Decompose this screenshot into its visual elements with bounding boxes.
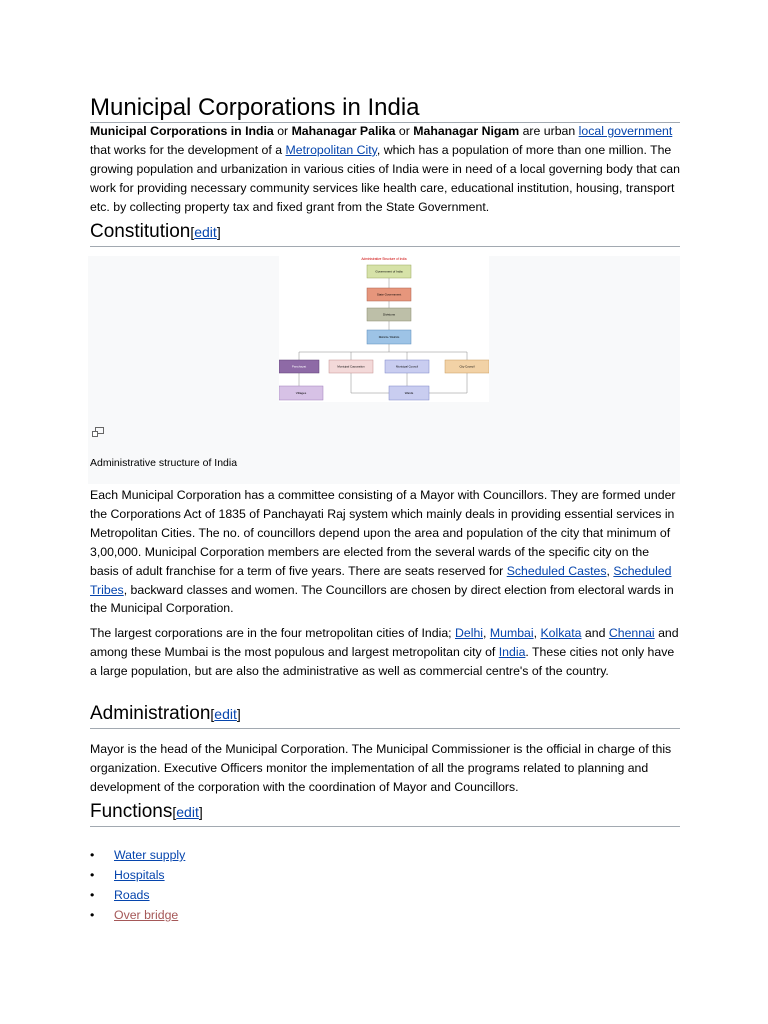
functions-list-wrap [90,845,680,925]
diagram-svg [279,256,489,402]
functions-heading-wrap [90,800,680,827]
constitution-heading [90,220,680,247]
box-wards-label: Wards [404,391,414,395]
intro-bold-3: Mahanagar Nigam [413,124,520,138]
edit-section-link: [edit] [210,706,241,722]
link-local-government[interactable]: local government [578,124,673,138]
link-scheduled-castes[interactable]: Scheduled Castes [506,563,607,578]
edit-section-link: [edit] [172,804,203,820]
administration-paragraph: Mayor is the head of the Municipal Corporation. The Municipal Commissioner is the official in charge of this organization. Executive Officers monitor the implementation of all the programs related to planning and development of the corporation with the coordination of Mayor and Councillors. [90,742,672,794]
link-hospitals[interactable]: Hospitals [114,868,165,882]
bullet: • [90,908,95,922]
intro-text: are urban [519,124,579,138]
constitution-paragraph-2 [90,624,680,681]
administration-body [90,740,680,797]
link-over-bridge[interactable]: Over bridge [114,908,179,922]
heading-text: Constitution [90,221,191,242]
para-text: , [483,626,490,640]
box-municipal-council-label: Municipal Council [396,364,418,369]
list-item [90,885,680,905]
figure-thumbnail [88,256,680,484]
heading-text: Functions [90,801,173,822]
para-text: and [581,626,609,640]
constitution-heading-wrap [90,220,680,247]
link-delhi[interactable]: Delhi [455,626,484,640]
box-city-council-label: City Council [459,364,475,369]
constitution-body-2 [90,624,680,681]
intro-text: or [273,124,292,138]
intro-text: or [395,124,414,138]
edit-link[interactable]: edit [214,706,237,722]
intro-text: , which has a population of more than one million. The growing population and urbanization in various cities of India were in need of a local governing body that can work for providing necessary community services like health care, educational institution, housing, transport etc. by collecting property tax and fixed grant from the State Government. [90,142,680,214]
admin-structure-diagram[interactable] [279,256,489,402]
edit-link[interactable]: edit [194,224,217,240]
edit-link[interactable]: edit [176,804,199,820]
administration-heading [90,702,680,729]
administration-heading-wrap [90,702,680,729]
link-roads[interactable]: Roads [114,888,150,902]
enlarge-icon[interactable] [92,424,104,434]
para-text: The largest corporations are in the four metropolitan cities of India; [90,626,455,640]
figure-caption: Administrative structure of India [90,457,238,469]
intro-text: that works for the development of a [90,142,286,157]
link-kolkata[interactable]: Kolkata [540,626,582,640]
constitution-paragraph-1 [90,486,680,618]
bullet: • [90,868,95,882]
list-item [90,865,680,885]
box-gov-india-label: Government of India [375,269,403,274]
functions-heading [90,800,680,827]
constitution-body [90,486,680,618]
bullet: • [90,848,95,862]
link-scheduled-tribes[interactable]: Scheduled Tribes [90,563,672,597]
link-water-supply[interactable]: Water supply [114,848,186,862]
list-item [90,905,680,925]
page-title: Municipal Corporations in India [90,94,680,123]
edit-section-link: [edit] [190,224,221,240]
intro-section [90,122,680,217]
intro-paragraph [90,122,680,217]
list-item [90,845,680,865]
box-panchayat-label: Panchayat [291,364,307,369]
link-mumbai[interactable]: Mumbai [489,626,534,640]
link-metropolitan-city[interactable]: Metropolitan City [285,142,377,157]
link-india[interactable]: India [498,644,526,659]
link-chennai[interactable]: Chennai [608,626,655,640]
para-text: . These cities not only have a large population, but are also the administrative as well as commercial centre's of the country. [90,644,675,678]
para-text: , backward classes and women. The Councillors are chosen by direct election from electoral wards in the Municipal Corporation. [90,582,674,616]
intro-bold-2: Mahanagar Palika [291,124,396,138]
heading-text: Administration [90,703,211,724]
box-municipal-corp-label: Municipal Corporation [337,364,365,369]
para-text: , [606,563,614,578]
box-districts-label: Districts / Districts [378,336,400,339]
para-text: , [533,626,541,640]
bullet: • [90,888,95,902]
functions-list [90,845,680,925]
intro-bold-1: Municipal Corporations in India [90,124,274,138]
box-villages-label: Villages [295,391,307,395]
para-text: Each Municipal Corporation has a committee consisting of a Mayor with Councillors. They are formed under the Corporations Act of 1835 of Panchayati Raj system which mainly deals in providing essential services in Metropolitan Cities. The no. of councillors depend upon the area and population of the city that minimum of 3,00,000. Municipal Corporation members are elected from the several wards of the specific city on the basis of adult franchise for a term of five years. There are seats reserved for [90,488,676,578]
para-text: and among these Mumbai is the most populous and largest metropolitan city of [90,626,679,659]
enlarge-icon-svg [92,427,104,437]
box-state-gov-label: State Government [376,292,402,297]
diagram-title: Administrative Structure of India [361,257,407,261]
box-divisions-label: Divisions [382,312,396,317]
